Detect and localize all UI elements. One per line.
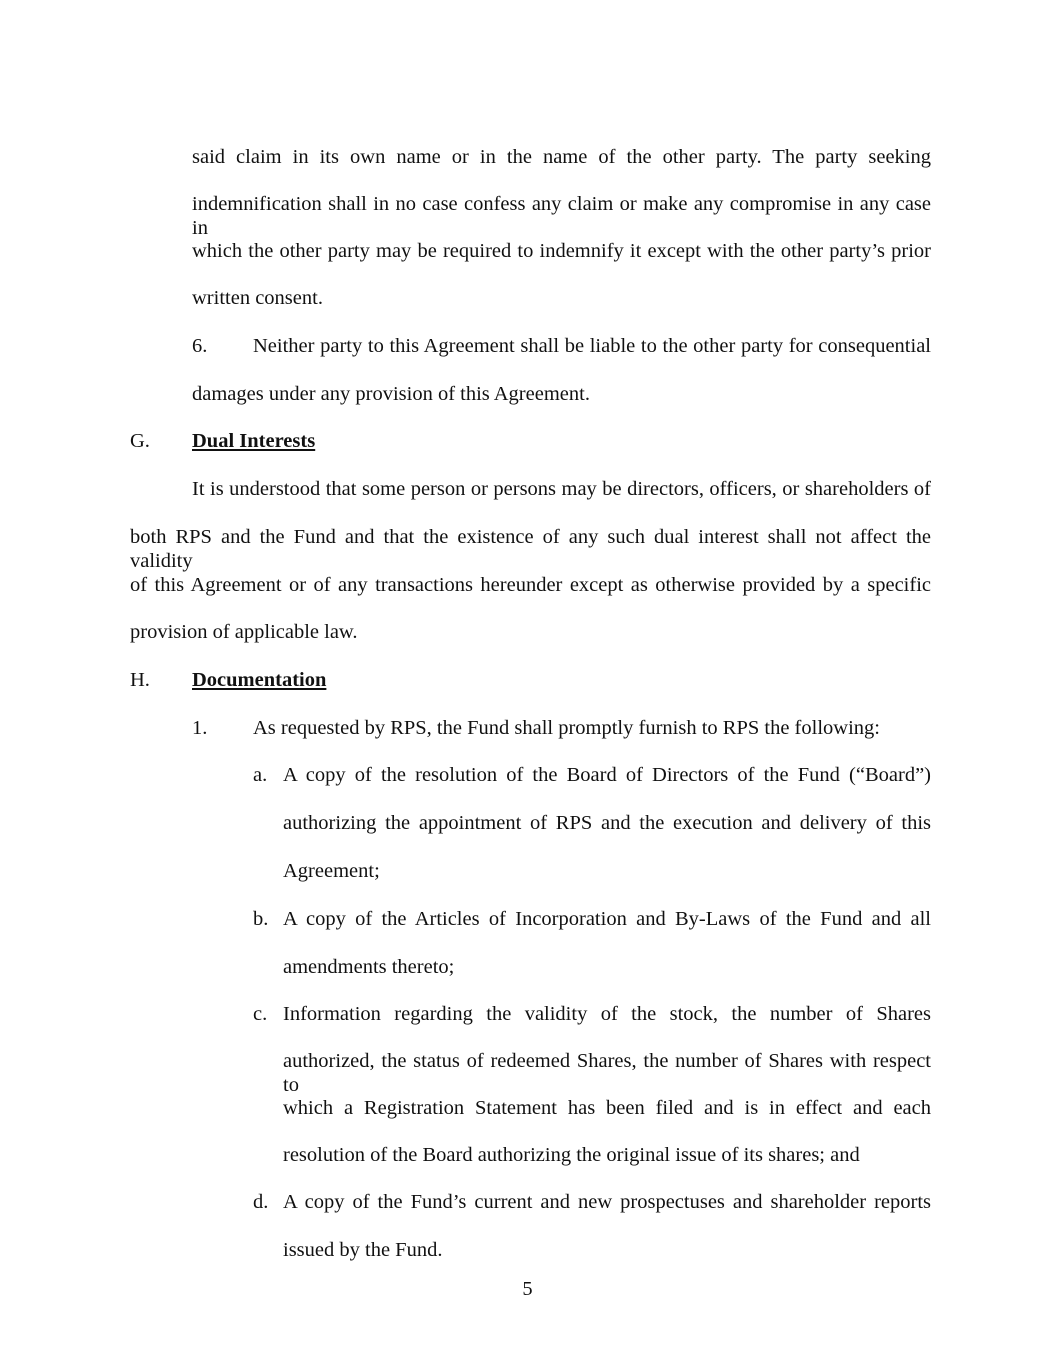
section-g-heading: Dual Interests [192,430,316,452]
section-h-heading: Documentation [192,669,327,691]
item-6-line-2: damages under any provision of this Agreement. [192,383,590,405]
continuation-line-3: which the other party may be required to indemnify it except with the other party’s prior [192,240,931,262]
subitem-d-line-2: issued by the Fund. [283,1239,443,1261]
page-number: 5 [522,1278,533,1300]
subitem-a-line-3: Agreement; [283,860,380,882]
subitem-c-label: c. [253,1003,268,1025]
subitem-d-label: d. [253,1191,269,1213]
subitem-c-line-2: authorized, the status of redeemed Shares, the number of Shares with respect to [283,1050,931,1096]
section-h-item-1-number: 1. [192,717,208,739]
continuation-line-4: written consent. [192,287,323,309]
continuation-line-1: said claim in its own name or in the name of the other party. The party seeking [192,146,931,168]
subitem-b-line-1: A copy of the Articles of Incorporation and By-Laws of the Fund and all [283,908,931,930]
section-g-line-2: both RPS and the Fund and that the existence of any such dual interest shall not affect the validity [130,526,931,572]
subitem-d-line-1: A copy of the Fund’s current and new prospectuses and shareholder reports [283,1191,931,1213]
section-g-line-3: of this Agreement or of any transactions hereunder except as otherwise provided by a specific [130,574,931,596]
subitem-b-line-2: amendments thereto; [283,956,455,978]
item-6-number: 6. [192,335,208,357]
subitem-c-line-1: Information regarding the validity of the stock, the number of Shares [283,1003,931,1025]
subitem-c-line-4: resolution of the Board authorizing the original issue of its shares; and [283,1144,860,1166]
continuation-line-2: indemnification shall in no case confess any claim or make any compromise in any case in [192,193,931,239]
subitem-c-line-3: which a Registration Statement has been filed and is in effect and each [283,1097,931,1119]
subitem-a-label: a. [253,764,268,786]
section-g-line-4: provision of applicable law. [130,621,358,643]
section-h-letter: H. [130,669,150,691]
subitem-a-line-1: A copy of the resolution of the Board of Directors of the Fund (“Board”) [283,764,931,786]
subitem-b-label: b. [253,908,269,930]
section-h-item-1-text: As requested by RPS, the Fund shall promptly furnish to RPS the following: [253,717,880,739]
subitem-a-line-2: authorizing the appointment of RPS and the execution and delivery of this [283,812,931,834]
item-6-line-1: Neither party to this Agreement shall be liable to the other party for consequential [253,335,931,357]
section-g-letter: G. [130,430,150,452]
section-g-line-1: It is understood that some person or persons may be directors, officers, or shareholders of [192,478,931,500]
